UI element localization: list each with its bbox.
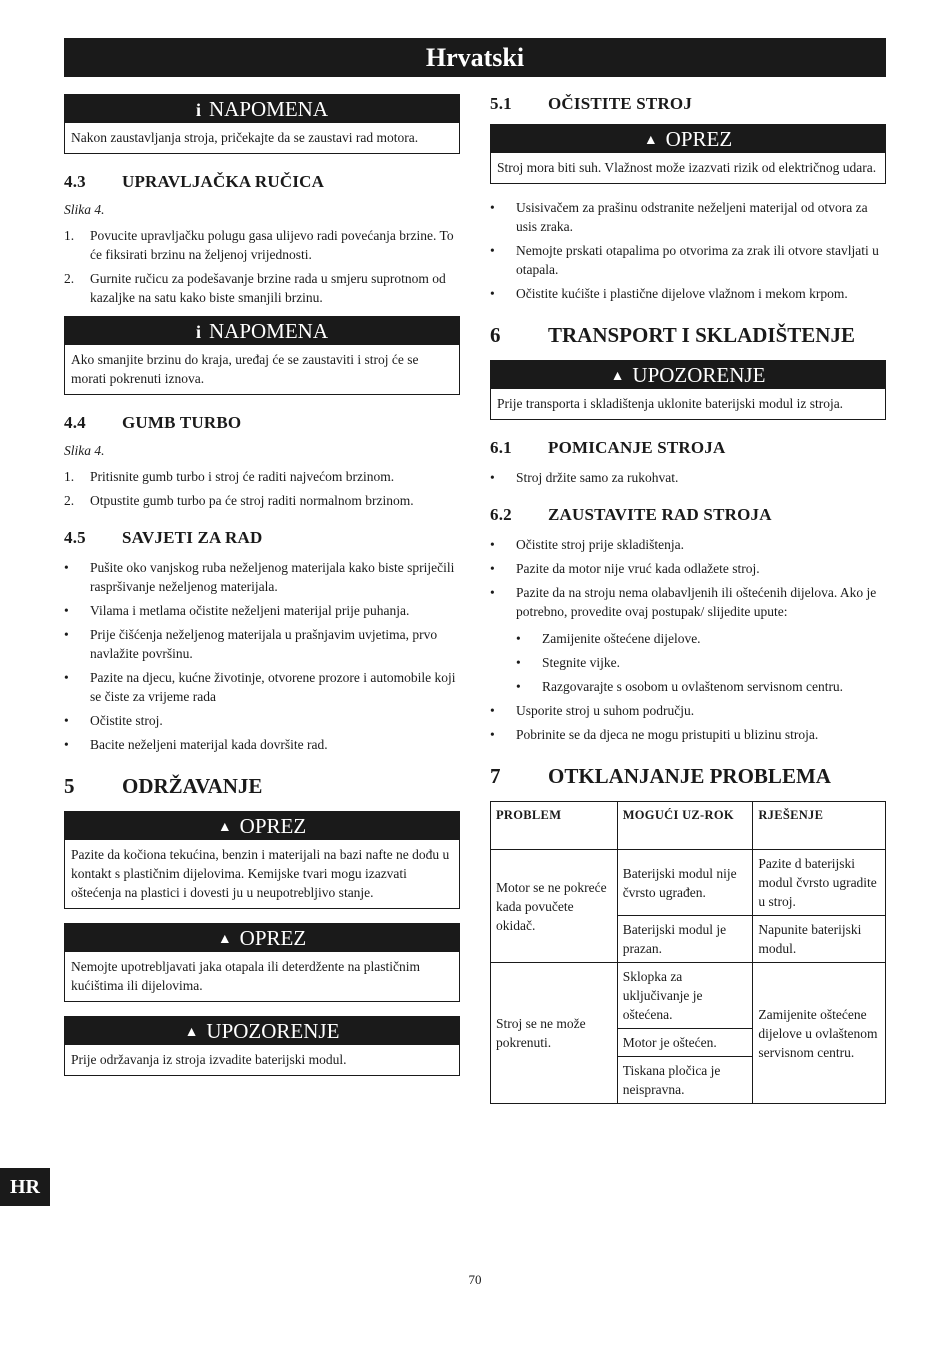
page-header: Hrvatski	[64, 38, 886, 77]
caution-heading: OPREZ	[239, 814, 307, 838]
info-icon: i	[195, 100, 201, 120]
section-heading-7: 7 OTKLANJANJE PROBLEMA	[490, 764, 831, 788]
list-item: • Stegnite vijke.	[516, 655, 620, 670]
table-cell: Stroj se ne može pokrenuti.	[491, 963, 618, 1104]
warning-box	[490, 360, 886, 420]
column-header: PROBLEM	[491, 802, 618, 850]
note-text: Nakon zaustavljanja stroja, pričekajte da se zaustavi rad motora.	[71, 130, 419, 145]
table-cell: Tiskana pločica je neispravna.	[617, 1057, 753, 1104]
warning-triangle-icon: ▲	[217, 932, 232, 947]
steps-list	[64, 226, 460, 307]
list-item: • Stroj držite samo za rukohvat.	[490, 470, 679, 485]
list-item: • Vilama i metlama očistite neželjeni materijal prije puhanja.	[64, 603, 410, 618]
section-heading-5: 5 ODRŽAVANJE	[64, 774, 263, 798]
table-cell: Motor je oštećen.	[617, 1029, 753, 1057]
page-number: 70	[468, 1272, 482, 1287]
caution-text: Nemojte upotrebljavati jaka otapala ili deterdžente na plastičnim kućištima ili dijelovima.	[71, 959, 420, 993]
caution-box	[64, 923, 460, 1002]
table-cell: Motor se ne pokreće kada povučete okidač.	[491, 850, 618, 963]
caution-heading: OPREZ	[665, 127, 733, 151]
column-header: MOGUĆI UZ-ROK	[617, 802, 753, 850]
tips-list	[64, 558, 460, 754]
warning-text: Prije transporta i skladištenja uklonite baterijski modul iz stroja.	[497, 396, 844, 411]
sub-list	[516, 629, 886, 696]
list-item: • Očistite stroj prije skladištenja.	[490, 537, 684, 552]
table-cell: Napunite baterijski modul.	[753, 916, 886, 963]
caution-box	[490, 124, 886, 184]
left-column	[64, 94, 460, 1090]
section-heading-6: 6 TRANSPORT I SKLADIŠTENJE	[490, 323, 855, 347]
list-item: • Pazite da motor nije vruć kada odlažete stroj.	[490, 561, 760, 576]
list-item: • Pobrinite se da djeca ne mogu pristupiti u blizinu stroja.	[490, 727, 819, 742]
warning-text: Prije održavanja iz stroja izvadite baterijski modul.	[71, 1052, 347, 1067]
right-column	[490, 94, 886, 1104]
note-text: Ako smanjite brzinu do kraja, uređaj će se zaustaviti i stroj će se morati pokrenuti iznova.	[71, 352, 419, 386]
troubleshooting-table	[490, 801, 886, 1104]
table-cell: Pazite d baterijski modul čvrsto ugradite u stroj.	[753, 850, 886, 916]
list-item: 2. Otpustite gumb turbo pa će stroj raditi normalnom brzinom.	[64, 493, 414, 508]
warning-triangle-icon: ▲	[643, 133, 658, 148]
list-item: • Pazite na djecu, kućne životinje, otvorene prozore i automobile koji se čiste za vrijeme rada	[64, 670, 456, 704]
section-heading-4-4: 4.4 GUMB TURBO	[64, 413, 242, 432]
figure-reference: Slika 4.	[64, 443, 105, 458]
moving-list	[490, 468, 886, 487]
table-cell: Baterijski modul nije čvrsto ugrađen.	[617, 850, 753, 916]
list-item: • Bacite neželjeni materijal kada dovršite rad.	[64, 737, 328, 752]
list-item: • Pušite oko vanjskog ruba neželjenog materijala kako biste spriječili raspršivanje neželjenog materijala.	[64, 560, 455, 594]
table-header-row	[491, 802, 886, 850]
warning-triangle-icon: ▲	[184, 1025, 199, 1040]
list-item: • Očistite kućište i plastične dijelove vlažnom i mekom krpom.	[490, 286, 848, 301]
caution-box	[64, 811, 460, 909]
list-item: • Nemojte prskati otapalima po otvorima za zrak ili otvore stavljati u otapala.	[490, 243, 879, 277]
caution-text: Stroj mora biti suh. Vlažnost može izazvati rizik od električnog udara.	[497, 160, 877, 175]
note-box	[64, 316, 460, 395]
table-cell: Baterijski modul je prazan.	[617, 916, 753, 963]
column-header: RJEŠENJE	[753, 802, 886, 850]
list-item: • Pazite da na stroju nema olabavljenih ili oštećenih dijelova. Ako je potrebno, provedite ovaj postupak/ slijedite upute: • Zamijenite oštećene dijelove. • Stegnite vijke. • Razgovarajte s osobom u ovlaštenom servisnom centru.	[490, 583, 886, 696]
note-heading: NAPOMENA	[209, 319, 329, 343]
section-heading-6-1: 6.1 POMICANJE STROJA	[490, 438, 726, 457]
warning-box	[64, 1016, 460, 1076]
warning-heading: UPOZORENJE	[632, 363, 766, 387]
section-heading-6-2: 6.2 ZAUSTAVITE RAD STROJA	[490, 505, 772, 524]
language-tab: HR	[0, 1168, 50, 1206]
note-heading: NAPOMENA	[209, 97, 329, 121]
cleaning-list	[490, 198, 886, 303]
list-item: • Razgovarajte s osobom u ovlaštenom servisnom centru.	[516, 679, 844, 694]
table-cell: Sklopka za uključivanje je oštećena.	[617, 963, 753, 1029]
list-item: 1. Pritisnite gumb turbo i stroj će raditi najvećom brzinom.	[64, 469, 395, 484]
list-item: • Usporite stroj u suhom području.	[490, 703, 695, 718]
warning-heading: UPOZORENJE	[206, 1019, 340, 1043]
storage-list	[490, 535, 886, 744]
list-item: • Usisivačem za prašinu odstranite neželjeni materijal od otvora za usis zraka.	[490, 200, 868, 234]
caution-heading: OPREZ	[239, 926, 307, 950]
info-icon: i	[195, 322, 201, 342]
list-item: • Zamijenite oštećene dijelove.	[516, 631, 701, 646]
caution-text: Pazite da kočiona tekućina, benzin i materijali na bazi nafte ne dođu u kontakt s plastičnim dijelovima. Kemijske tvari mogu izazvati oštećenja na plastici i dovesti ju u neupotrebljivo stanje.	[71, 847, 450, 900]
figure-reference: Slika 4.	[64, 202, 105, 217]
warning-triangle-icon: ▲	[610, 369, 625, 384]
steps-list	[64, 467, 460, 510]
warning-triangle-icon: ▲	[217, 820, 232, 835]
section-heading-5-1: 5.1 OČISTITE STROJ	[490, 94, 693, 113]
note-box	[64, 94, 460, 154]
section-heading-4-3: 4.3 UPRAVLJAČKA RUČICA	[64, 172, 325, 191]
list-item: • Očistite stroj.	[64, 713, 163, 728]
table-row	[491, 850, 886, 916]
table-row	[491, 963, 886, 1029]
list-item: • Prije čišćenja neželjenog materijala u prašnjavim uvjetima, prvo navlažite površinu.	[64, 627, 438, 661]
list-item: 1. Povucite upravljačku polugu gasa ulijevo radi povećanja brzine. To će fiksirati brzinu na željenoj vrijednosti.	[64, 228, 454, 262]
section-heading-4-5: 4.5 SAVJETI ZA RAD	[64, 528, 263, 547]
table-cell: Zamijenite oštećene dijelove u ovlaštenom servisnom centru.	[753, 963, 886, 1104]
list-item: 2. Gurnite ručicu za podešavanje brzine rada u smjeru suprotnom od kazaljke na satu kako biste smanjili brzinu.	[64, 271, 446, 305]
